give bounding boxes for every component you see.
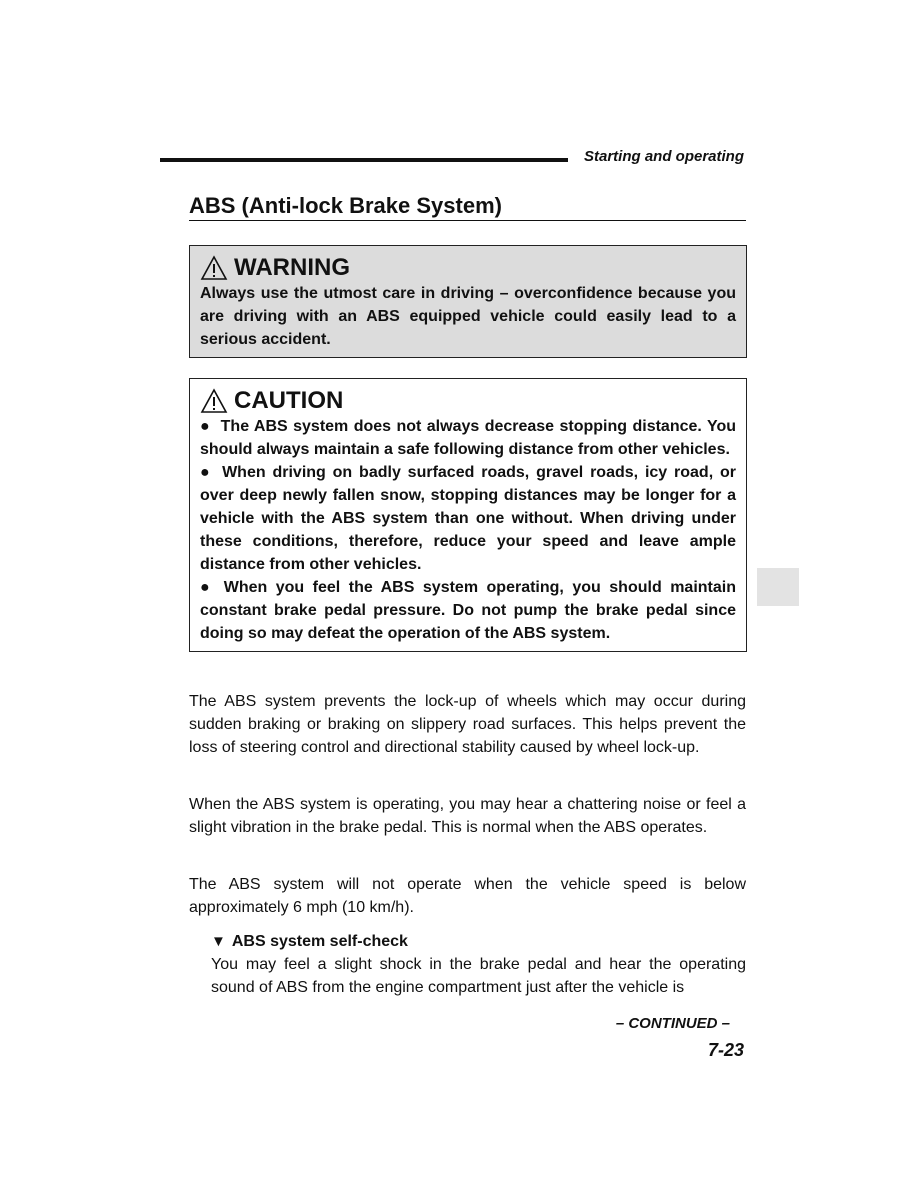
caution-bullet	[200, 415, 736, 461]
subsection-heading	[211, 930, 408, 953]
page-number: 7-23	[707, 1040, 744, 1060]
chapter-tab	[757, 568, 799, 606]
caution-bullet	[200, 576, 736, 645]
warning-box	[189, 245, 747, 358]
caution-bullet-text: When you feel the ABS system operating, you should maintain constant brake pedal pressure. Do not pump the brake pedal since doing so may defeat the operation of the ABS system.	[200, 579, 736, 642]
section-title: ABS (Anti-lock Brake System)	[189, 193, 502, 218]
body-paragraph: The ABS system prevents the lock-up of wheels which may occur during sudden braking or braking on slippery road surfaces. This helps prevent the loss of steering control and directional stability caused by wheel lock-up.	[189, 693, 746, 756]
subsection-text: You may feel a slight shock in the brake pedal and hear the operating sound of ABS from the engine compartment just after the vehicle is	[211, 956, 746, 996]
caution-bullet	[200, 461, 736, 576]
caution-heading	[200, 387, 736, 415]
caution-list	[200, 415, 736, 645]
caution-bullet-text: The ABS system does not always decrease stopping distance. You should always maintain a safe following distance from other vehicles.	[200, 418, 736, 458]
bullet-dot-icon: ●	[200, 579, 214, 596]
warning-label: WARNING	[234, 254, 350, 281]
warning-triangle-icon	[200, 255, 228, 281]
warning-text: Always use the utmost care in driving – overconfidence because you are driving with an ABS equipped vehicle could easily lead to a serious accident.	[200, 285, 736, 348]
bullet-dot-icon: ●	[200, 464, 213, 481]
caution-label: CAUTION	[234, 387, 344, 414]
bullet-dot-icon: ●	[200, 418, 211, 435]
title-underline	[189, 220, 746, 221]
running-header: Starting and operating	[583, 148, 744, 165]
caution-bullet-text: When driving on badly surfaced roads, gravel roads, icy road, or over deep newly fallen snow, stopping distances may be longer for a vehicle with the ABS system than one without. When driving under these conditions, therefore, reduce your speed and leave ample distance from other vehicles.	[200, 464, 736, 573]
subsection-title: ABS system self-check	[231, 933, 408, 950]
warning-triangle-icon	[200, 388, 228, 414]
header-rule	[160, 158, 568, 162]
warning-heading	[200, 254, 736, 282]
continued-label: – CONTINUED –	[615, 1015, 730, 1032]
body-paragraph: The ABS system will not operate when the vehicle speed is below approximately 6 mph (10 km/h).	[189, 876, 746, 916]
triangle-down-icon: ▼	[211, 933, 226, 950]
body-paragraph: When the ABS system is operating, you may hear a chattering noise or feel a slight vibration in the brake pedal. This is normal when the ABS operates.	[189, 796, 746, 836]
caution-box	[189, 378, 747, 652]
